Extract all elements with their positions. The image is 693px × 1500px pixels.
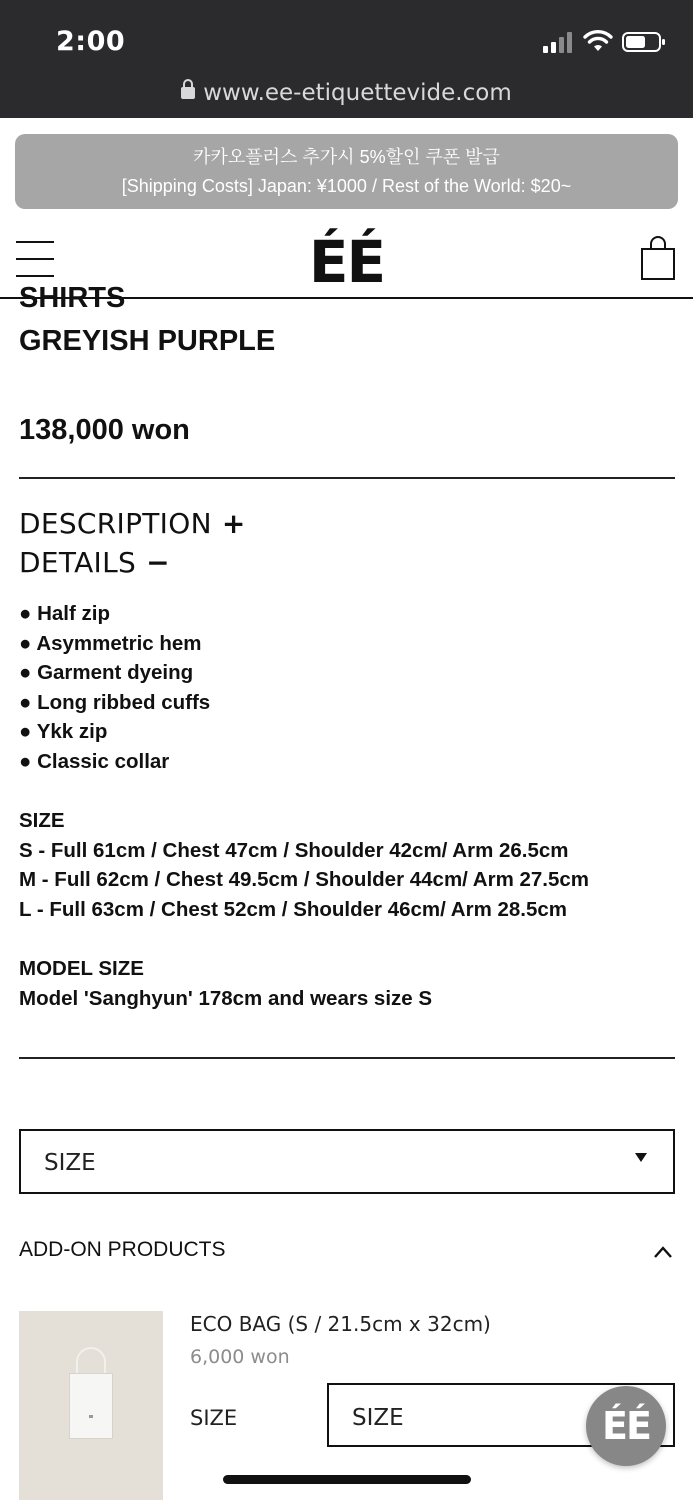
details-toggle[interactable] [19, 546, 170, 579]
dropdown-caret-icon [635, 1153, 647, 1162]
size-row: L - Full 63cm / Chest 52cm / Shoulder 46cm/ Arm 28.5cm [19, 897, 568, 921]
feature-item: ● Classic collar [19, 749, 170, 773]
announcement-banner[interactable] [15, 134, 678, 209]
description-label: DESCRIPTION [19, 507, 212, 540]
size-select[interactable] [19, 1129, 675, 1194]
size-row: M - Full 62cm / Chest 49.5cm / Shoulder 44cm/ Arm 27.5cm [19, 868, 590, 892]
tote-bag [69, 1373, 113, 1439]
battery-icon [622, 31, 666, 53]
model-size-heading: MODEL SIZE [19, 957, 144, 981]
spacer [19, 777, 589, 807]
size-heading: SIZE [19, 809, 65, 833]
addon-size-select-value: SIZE [352, 1405, 404, 1431]
addon-product-image[interactable] [19, 1311, 163, 1500]
divider [19, 477, 675, 479]
announcement-line-2: [Shipping Costs] Japan: ¥1000 / Rest of the World: $20~ [121, 176, 572, 196]
addon-products-title[interactable]: ADD-ON PRODUCTS [19, 1238, 226, 1261]
browser-status-bar [0, 0, 693, 118]
divider [19, 1057, 675, 1059]
size-select-value: SIZE [44, 1150, 96, 1176]
product-name: GREYISH PURPLE [19, 325, 276, 357]
feature-item: ● Half zip [19, 602, 110, 625]
plus-icon: + [221, 507, 246, 540]
product-price: 138,000 won [19, 414, 190, 446]
shopping-bag-icon[interactable] [641, 236, 675, 280]
description-toggle[interactable] [19, 507, 246, 540]
category-clip [0, 282, 693, 318]
model-size-text: Model 'Sanghyun' 178cm and wears size S [19, 986, 433, 1010]
site-logo[interactable]: ÉÉ [308, 228, 385, 296]
details-content [19, 599, 589, 1013]
addon-size-label: SIZE [190, 1406, 238, 1430]
addon-product-price: 6,000 won [190, 1346, 290, 1368]
url-text: www.ee-etiquettevide.com [203, 80, 512, 106]
lock-icon [181, 87, 195, 99]
address-bar[interactable] [0, 80, 693, 106]
size-row: S - Full 61cm / Chest 47cm / Shoulder 42cm/ Arm 26.5cm [19, 838, 569, 862]
product-category: SHIRTS [19, 282, 126, 314]
spacer [19, 925, 589, 955]
feature-item: ● Garment dyeing [19, 661, 194, 685]
feature-item: ● Ykk zip [19, 720, 108, 744]
feature-item: ● Asymmetric hem [19, 631, 202, 655]
feature-item: ● Long ribbed cuffs [19, 690, 211, 714]
addon-product-name[interactable]: ECO BAG (S / 21.5cm x 32cm) [190, 1312, 491, 1336]
tote-label [89, 1415, 93, 1418]
minus-icon: − [146, 546, 170, 579]
details-label: DETAILS [19, 546, 137, 579]
chat-float-button[interactable]: ÉÉ [586, 1386, 666, 1466]
status-time: 2:00 [56, 26, 126, 57]
home-indicator [223, 1475, 471, 1484]
chevron-up-icon[interactable] [653, 1245, 673, 1259]
cellular-signal-icon [543, 31, 575, 53]
wifi-icon [583, 29, 613, 53]
announcement-line-1: 카카오플러스 추가시 5%할인 쿠폰 발급 [193, 147, 500, 167]
